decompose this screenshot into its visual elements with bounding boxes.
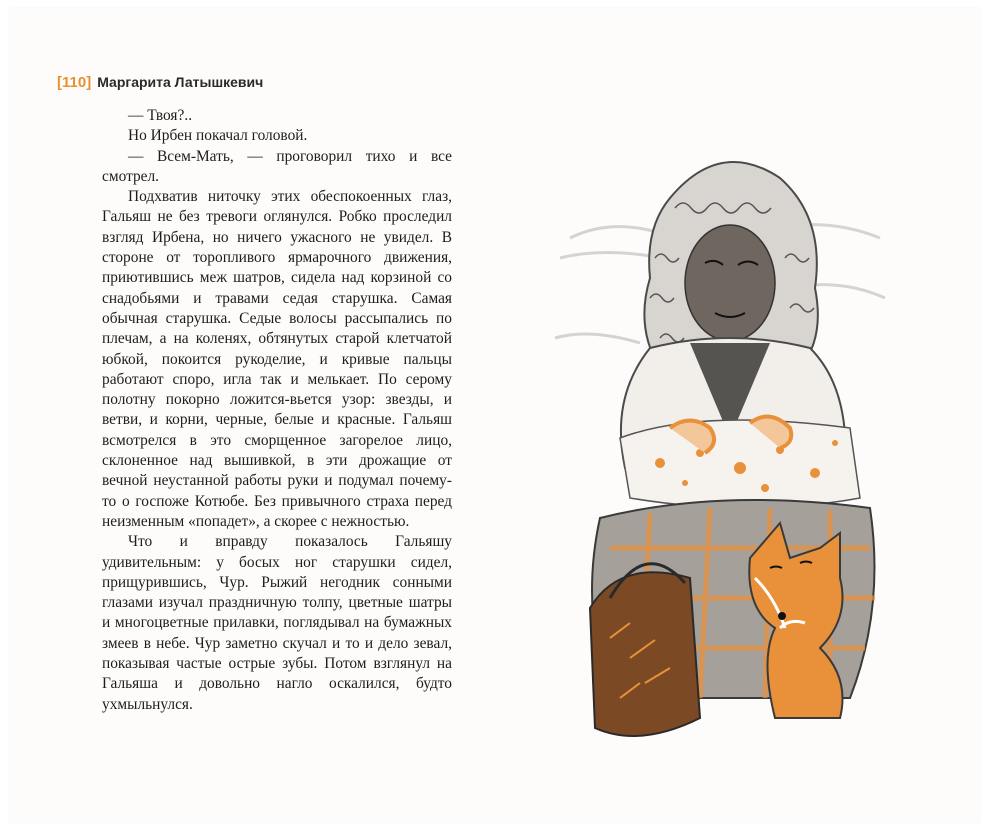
- paragraph: Но Ирбен покачал головой.: [128, 127, 308, 145]
- book-page: [10, 8, 980, 823]
- body-text: [102, 106, 452, 715]
- paragraph: — Всем-Мать, — проговорил тихо и все смотрел.: [102, 147, 452, 185]
- page-number: [110]: [57, 74, 92, 91]
- author-name: Маргарита Латышкевич: [97, 74, 264, 90]
- running-header: [57, 74, 263, 91]
- paragraph: Что и вправду показалось Гальяшу удивительным: у босых ног старушки сидел, прищурившись, Чур. Рыжий негодник сонными глазами изучал праздничную толпу, цветные шатры и многоцветные прилавки, поглядывал на бумажных змеев в небе. Чур заметно скучал и то и дело зевал, показывая частые острые зубы. Потом взглянул на Гальяша и довольно нагло оскалился, будто ухмыльнулся.: [102, 533, 452, 713]
- paragraph: Подхватив ниточку этих обеспокоенных глаз, Гальяш не без тревоги оглянулся. Робко проследил взгляд Ирбена, но ничего ужасного не увидел. В стороне от торопливого ярмарочного движения, приютившись меж шатров, сидела над корзиной со снадобьями и травами седая старушка. Самая обычная старушка. Седые волосы рассыпались по плечам, а на коленях, обтянутых старой клетчатой юбкой, покоится рукоделие, и кривые пальцы работают споро, игла так и мелькает. По серому полотну покорно ложится-вьется узор: звезды, и ветви, и корни, черные, белые и красные. Гальяш всмотрелся в это сморщенное загорелое лицо, склоненное над вышивкой, в эти дрожащие от вечной неустанной работы руки и подумал почему-то о госпоже Котюбе. Без привычного страха перед неизменным «попадет», а скорее с нежностью.: [102, 188, 452, 530]
- basket-shape: [590, 572, 700, 736]
- paragraph: — Твоя?..: [128, 107, 193, 124]
- face-shape: [685, 225, 775, 341]
- old-woman-with-fox-illustration: [550, 138, 890, 763]
- fox-nose-icon: [778, 612, 786, 620]
